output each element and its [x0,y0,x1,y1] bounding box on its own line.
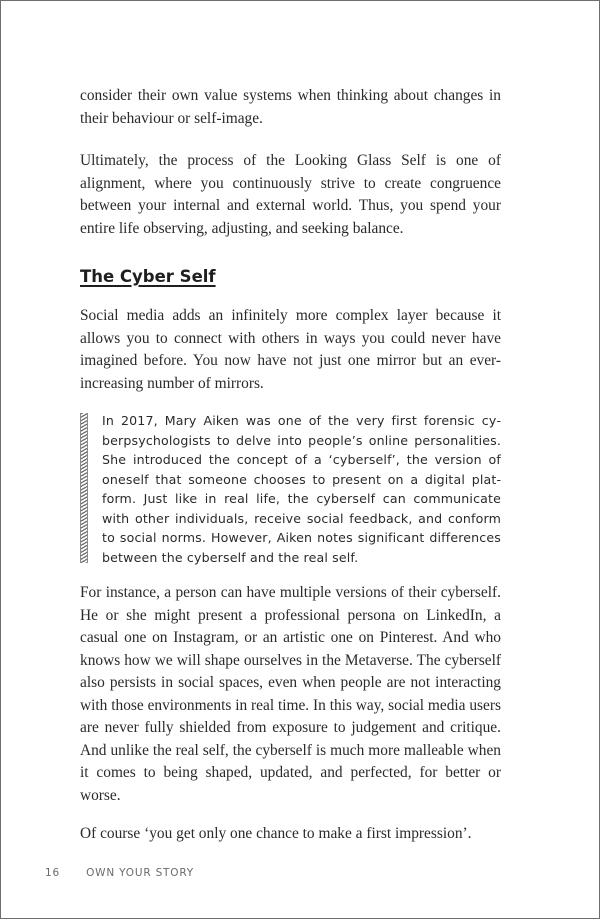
page-footer [45,867,194,879]
paragraph-first-impression: Of course ‘you get only one chance to make a first impression’. [80,825,472,842]
callout-box [80,411,501,567]
page-number: 16 [45,867,60,879]
section-heading-cyber-self: The Cyber Self [80,267,216,286]
callout-hatched-bar [80,413,88,563]
text-column [80,85,501,846]
callout-text: In 2017, Mary Aiken was one of the very first forensic cyberpsychologists to delve into people’s online personalities. She introduced the concept of a ‘cyberself’, the version of oneself that someone chooses to present on a digital platform. Just like in real life, the cyberself can communicate with other individuals, receive social feedback, and conform to social norms. However, Aiken notes significant differences between the cyberself and the real self. [102,413,501,565]
paragraph-social-media: Social media adds an infinitely more complex layer because it allows you to connect with others in ways you could never have imagined before. You now have not just one mirror but an ever-increasing number of mirrors. [80,307,501,392]
running-title: OWN YOUR STORY [86,867,194,879]
paragraph-value-systems: consider their own value systems when thinking about changes in their behaviour or self-image. [80,87,501,127]
paragraph-looking-glass-self: Ultimately, the process of the Looking Glass Self is one of alignment, where you continuously strive to create congruence between your internal and external world. Thus, you spend your entire life observing, adjusting, and seeking balance. [80,152,501,237]
paragraph-multiple-cyberselves: For instance, a person can have multiple versions of their cyberself. He or she might present a professional persona on LinkedIn, a casual one on Instagram, or an artistic one on Pinterest. And who knows how we will shape ourselves in the Metaverse. The cyberself also persists in social spaces, even when people are not interacting with those environments in real time. In this way, social media users are never fully shielded from exposure to judgement and critique. And unlike the real self, the cyberself is much more malleable when it comes to being shaped, updated, and perfected, for better or worse. [80,584,501,804]
